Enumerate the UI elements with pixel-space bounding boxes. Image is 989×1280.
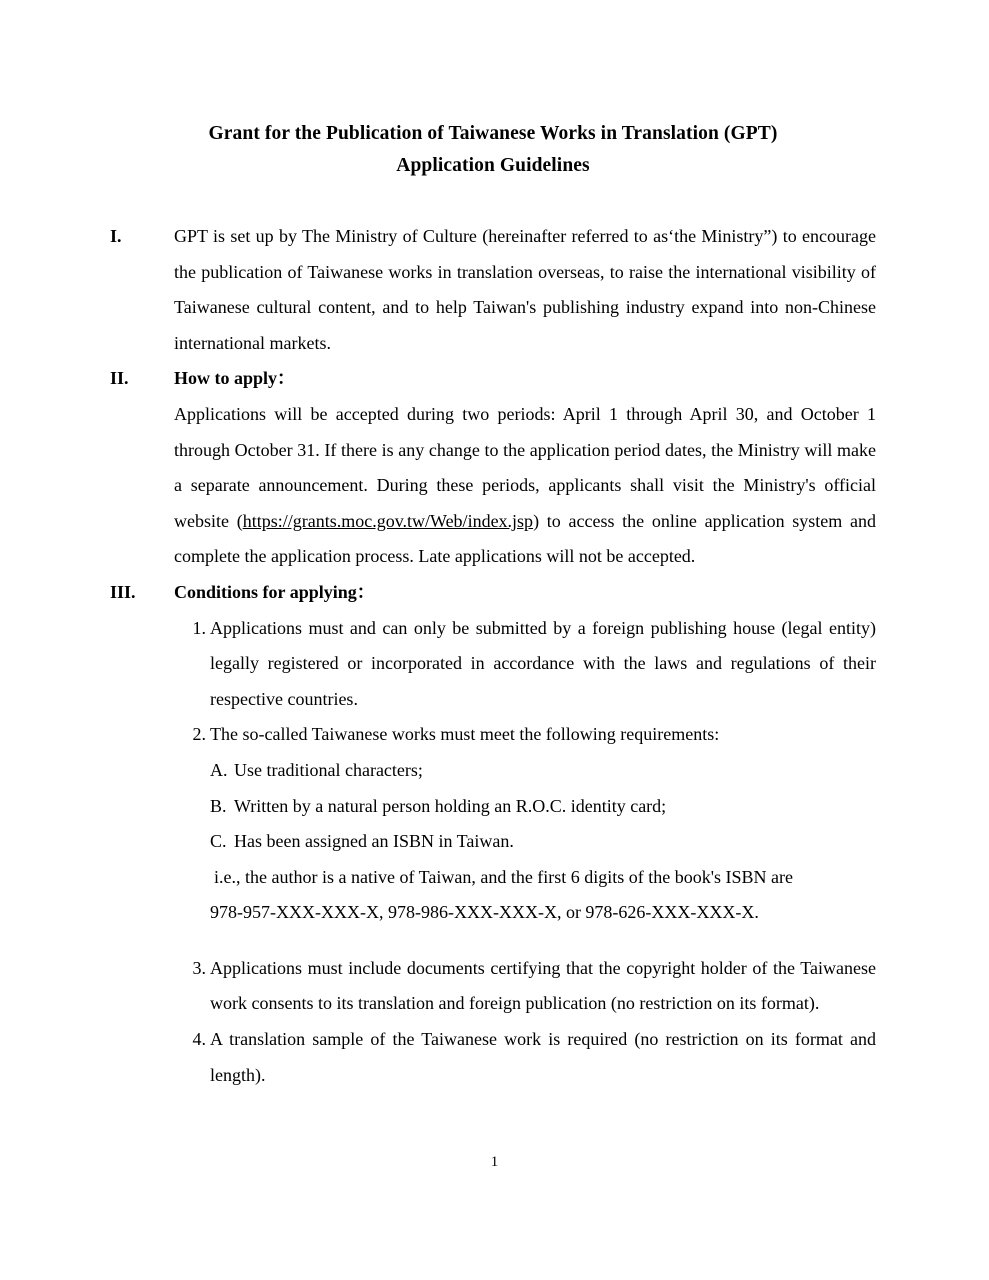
condition-item-4-number: 4. xyxy=(192,1029,206,1050)
requirement-item-c-text: Has been assigned an ISBN in Taiwan. xyxy=(234,831,514,852)
requirement-item-a-text: Use traditional characters; xyxy=(234,759,423,780)
requirement-item-a xyxy=(110,753,876,789)
section-ii-text-before-link: Applications will be accepted during two periods: April 1 through April 30, and October 1 through October 31. If there is any change to the application period dates, the Ministry will make a separate announcement. During these periods, applicants shall visit the Ministry's official website ( xyxy=(174,403,876,531)
section-ii-text-after-link: ) to access the online application system and complete the application process. Late applications will not be accepted. xyxy=(174,510,876,567)
condition-item-2-text: The so-called Taiwanese works must meet the following requirements: xyxy=(210,724,720,745)
section-ii xyxy=(110,361,876,575)
condition-item-3 xyxy=(110,951,876,1022)
requirement-item-b xyxy=(110,789,876,825)
section-ii-heading: How to apply： xyxy=(174,368,296,389)
conditions-list xyxy=(110,611,876,1094)
ministry-website-link[interactable]: https://grants.moc.gov.tw/Web/index.jsp xyxy=(242,510,534,531)
requirement-item-a-letter: A. xyxy=(210,759,228,780)
section-iii xyxy=(110,575,876,611)
document-body xyxy=(110,219,876,1093)
document-title xyxy=(110,118,876,182)
taiwanese-works-requirements-list xyxy=(110,753,876,860)
condition-item-1-number: 1. xyxy=(192,617,206,638)
condition-item-1 xyxy=(110,611,876,718)
condition-item-2 xyxy=(110,717,876,753)
requirement-item-b-letter: B. xyxy=(210,795,227,816)
condition-item-3-number: 3. xyxy=(192,957,206,978)
section-ii-numeral: II. xyxy=(110,368,129,389)
condition-item-4-text: A translation sample of the Taiwanese work is required (no restriction on its format and length). xyxy=(210,1029,876,1085)
condition-item-3-text: Applications must include documents certifying that the copyright holder of the Taiwanese work consents to its translation and foreign publication (no restriction on its format). xyxy=(210,957,876,1014)
section-i-paragraph: GPT is set up by The Ministry of Culture (hereinafter referred to as‘the Ministry”) to encourage the publication of Taiwanese works in translation overseas, to raise the international visibility of Taiwanese cultural content, and to help Taiwan's publishing industry expand into non-Chinese international markets. xyxy=(174,226,876,353)
title-line-1: Grant for the Publication of Taiwanese Works in Translation (GPT) xyxy=(208,123,778,144)
page-number: 1 xyxy=(490,1154,499,1170)
section-i xyxy=(110,219,876,361)
condition-item-1-text: Applications must and can only be submitted by a foreign publishing house (legal entity) legally registered or incorporated in accordance with the laws and regulations of their respective countries. xyxy=(210,617,876,709)
requirement-item-b-text: Written by a natural person holding an R.O.C. identity card; xyxy=(234,795,667,816)
section-i-numeral: I. xyxy=(110,226,122,246)
title-line-2: Application Guidelines xyxy=(396,155,590,176)
isbn-note-line-1: i.e., the author is a native of Taiwan, and the first 6 digits of the book's ISBN are xyxy=(214,866,794,887)
requirement-item-c-letter: C. xyxy=(210,831,227,852)
isbn-note-line-2: 978-957-XXX-XXX-X, 978-986-XXX-XXX-X, or 978-626-XXX-XXX-X. xyxy=(210,902,759,923)
section-iii-numeral: III. xyxy=(110,581,136,602)
requirement-item-c xyxy=(110,824,876,860)
section-ii-paragraph xyxy=(174,397,876,575)
condition-item-2-number: 2. xyxy=(192,724,206,745)
condition-item-4 xyxy=(110,1022,876,1093)
section-iii-heading: Conditions for applying： xyxy=(174,581,375,602)
